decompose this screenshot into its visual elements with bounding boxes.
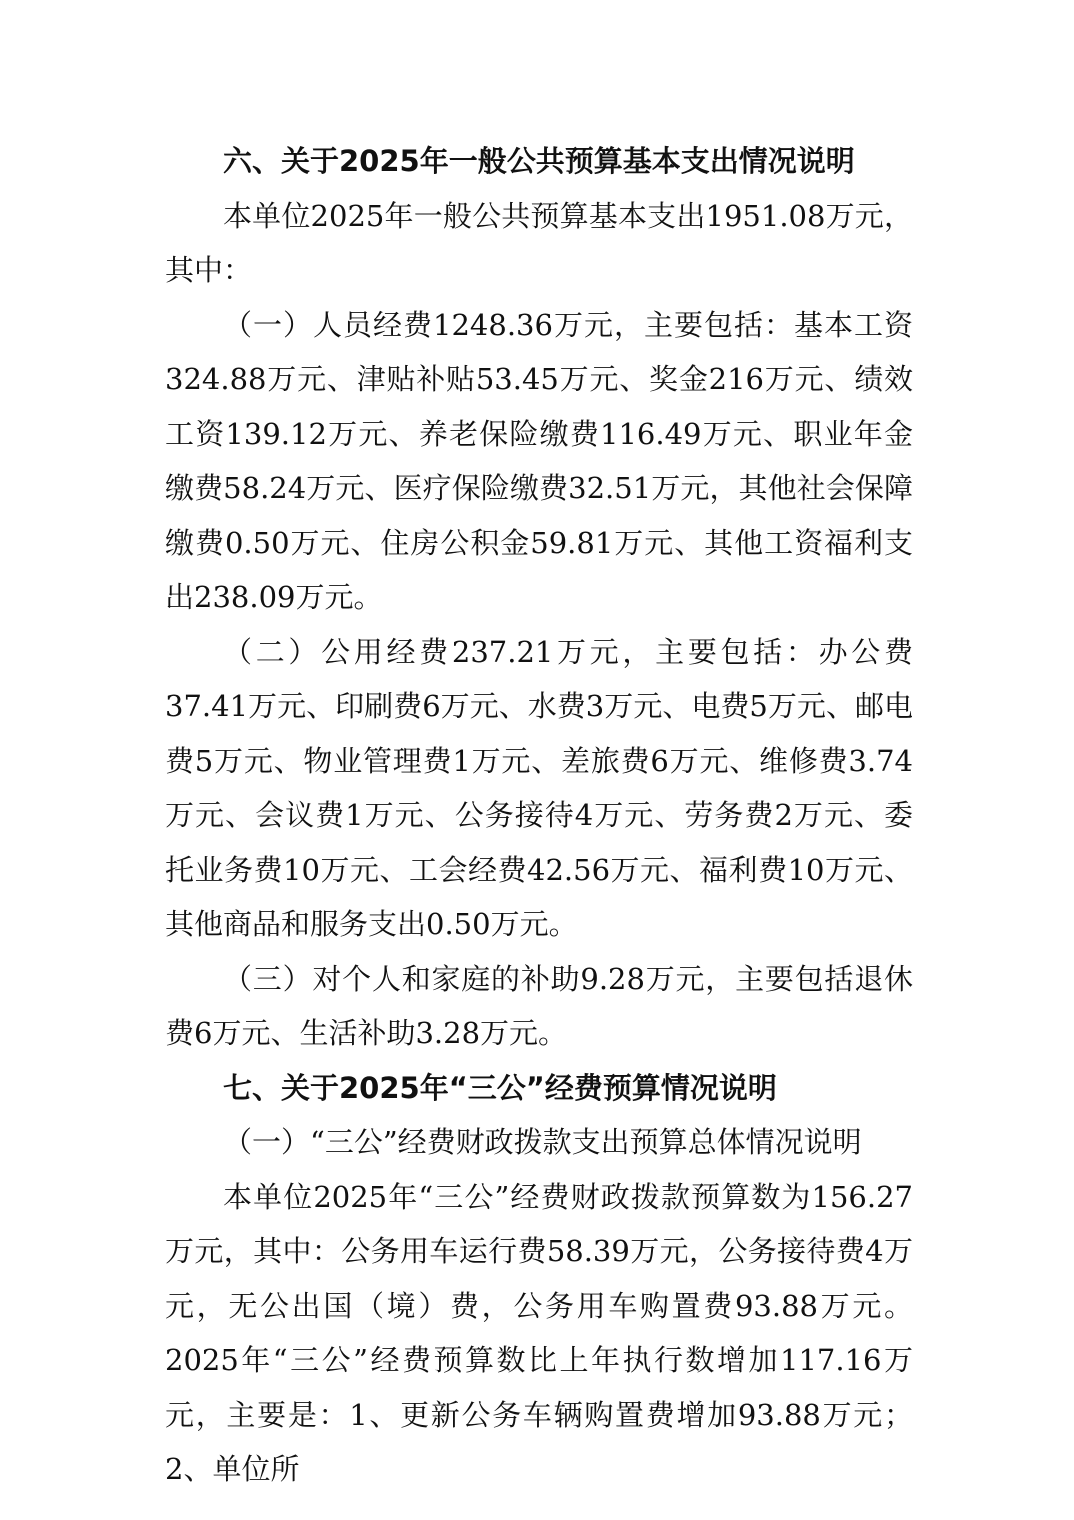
subsection-heading-7-1: （一）“三公”经费财政拨款支出预算总体情况说明 — [223, 1125, 862, 1159]
document-body — [165, 134, 913, 1497]
paragraph-three-public-expenses: 本单位2025年“三公”经费财政拨款预算数为156.27万元，其中：公务用车运行费58.39万元，公务接待费4万元，无公出国（境）费，公务用车购置费93.88万元。2025年“三公”经费预算数比上年执行数增加117.16万元，主要是：1、更新公务车辆购置费增加93.88万元；2、单位所 — [165, 1179, 913, 1486]
section-heading-7: 七、关于2025年“三公”经费预算情况说明 — [223, 1070, 777, 1105]
paragraph-personnel-expenses: （一）人员经费1248.36万元，主要包括：基本工资324.88万元、津贴补贴53.45万元、奖金216万元、绩效工资139.12万元、养老保险缴费116.49万元、职业年金缴费58.24万元、医疗保险缴费32.51万元，其他社会保障缴费0.50万元、住房公积金59.81万元、其他工资福利支出238.09万元。 — [165, 307, 913, 614]
paragraph-basic-expenditure-total: 本单位2025年一般公共预算基本支出1951.08万元，其中： — [165, 198, 913, 287]
section-heading-6: 六、关于2025年一般公共预算基本支出情况说明 — [223, 144, 855, 178]
paragraph-household-subsidy: （三）对个人和家庭的补助9.28万元，主要包括退休费6万元、生活补助3.28万元。 — [165, 961, 913, 1050]
paragraph-public-expenses: （二）公用经费237.21万元，主要包括：办公费37.41万元、印刷费6万元、水费3万元、电费5万元、邮电费5万元、物业管理费1万元、差旅费6万元、维修费3.74万元、会议费1万元、公务接待4万元、劳务费2万元、委托业务费10万元、工会经费42.56万元、福利费10万元、其他商品和服务支出0.50万元。 — [165, 634, 913, 941]
